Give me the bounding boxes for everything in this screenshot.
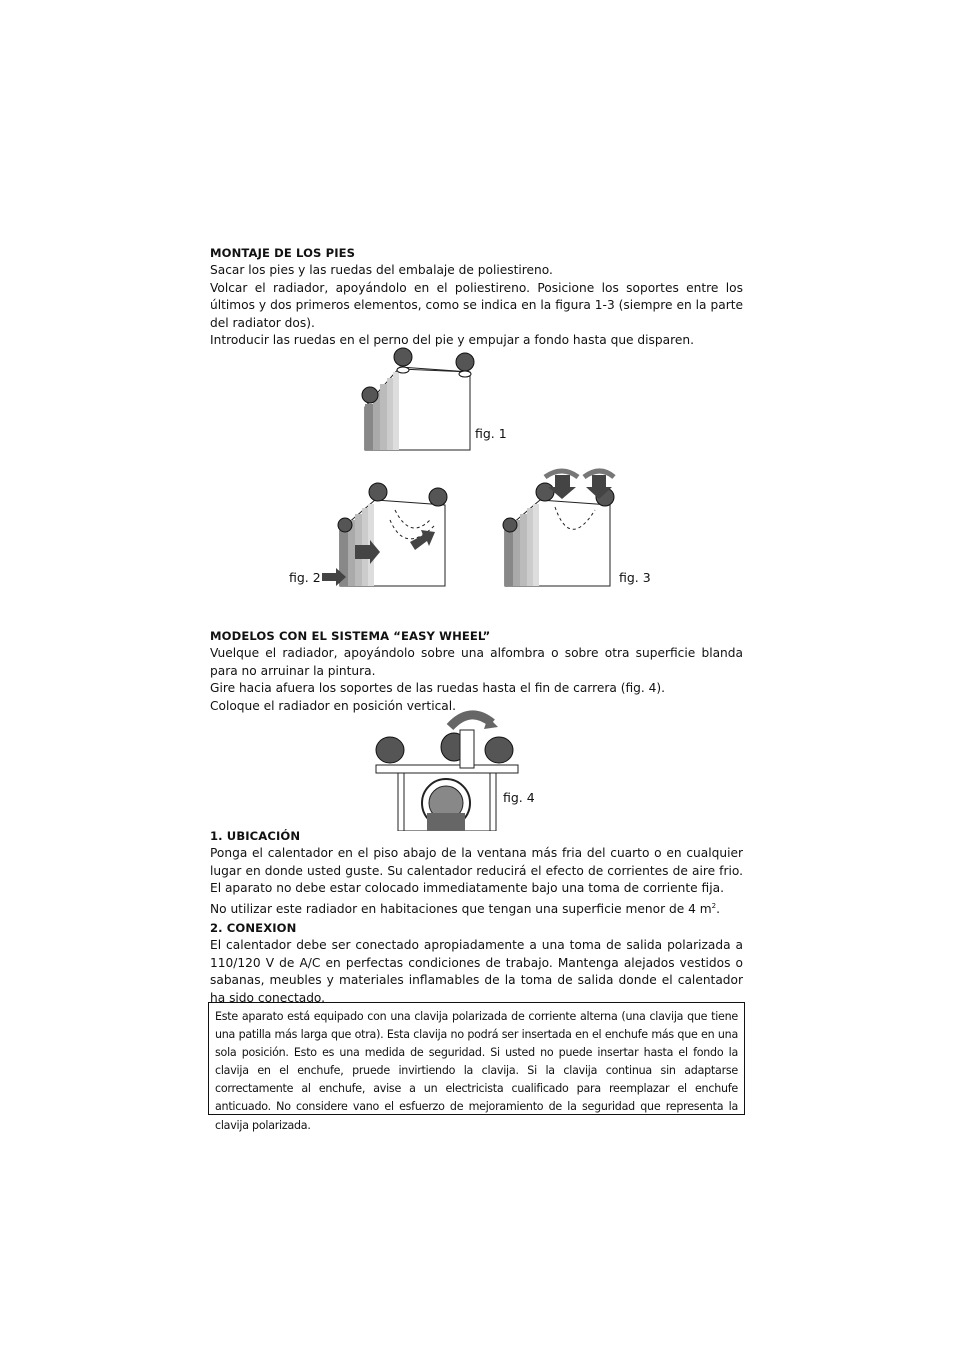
superscript: 2 xyxy=(711,901,717,910)
figure-4-label: fig. 4 xyxy=(503,790,535,805)
section-feet-assembly xyxy=(210,245,743,349)
figure-2-label: fig. 2 xyxy=(289,570,321,585)
arrow-right-icon xyxy=(322,568,346,586)
paragraph: Ponga el calentador en el piso abajo de la ventana más fria del cuarto o en cualquier lugar en donde usted guste. Su calentador reducirá el efecto de corrientes de aire frio. El aparato no debe estar colocado immediatamente bajo una toma de corriente fija. xyxy=(210,846,743,896)
paragraph: Vuelque el radiador, apoyándolo sobre una alfombra o sobre otra superficie blanda para no arruinar la pintura. xyxy=(210,646,743,678)
section-title: 2. CONEXION xyxy=(210,921,297,935)
period: . xyxy=(716,901,720,916)
section-easy-wheel xyxy=(210,628,743,715)
polarized-plug-notice: Este aparato está equipado con una clavija polarizada de corriente alterna (una clavija que tiene una patilla más larga que otra). Esta clavija no podrá ser insertada en el enchufe más que en una sola posición. Esto es una medida de seguridad. Si usted no puede insertar hasta el fondo la clavija en el enchufe, pruede invirtiendo la clavija. Si la clavija continua sin adaptarse correctamente al enchufe, avise a un electricista cualificado para reemplazar el enchufe anticuado. No considere vano el esfuerzo de mejoramiento de la seguridad que representa la clavija polarizada. xyxy=(208,1002,745,1115)
paragraph xyxy=(210,898,743,918)
paragraph: Volcar el radiador, apoyándolo en el poliestireno. Posicione los soportes entre los últimos y dos primeros elementos, como se indica en la figura 1-3 (siempre en la parte del radiator dos). xyxy=(210,280,743,330)
paragraph: Gire hacia afuera los soportes de las ruedas hasta el fin de carrera (fig. 4). xyxy=(210,681,665,696)
figure-3-illustration xyxy=(500,465,618,588)
figure-2-illustration xyxy=(335,480,455,588)
area-text: No utilizar este radiador en habitaciones que tengan una superficie menor de 4 m xyxy=(210,901,712,916)
paragraph: Coloque el radiador en posición vertical. xyxy=(210,698,457,713)
section-connection xyxy=(210,920,743,1007)
figure-3-label: fig. 3 xyxy=(619,570,651,585)
section-title: MONTAJE DE LOS PIES xyxy=(210,246,356,260)
figure-1-label: fig. 1 xyxy=(475,426,507,441)
paragraph: Sacar los pies y las ruedas del embalaje de poliestireno. xyxy=(210,263,553,278)
paragraph: Introducir las ruedas en el perno del pie y empujar a fondo hasta que disparen. xyxy=(210,333,694,348)
section-title: 1. UBICACIÓN xyxy=(210,829,301,843)
section-title: MODELOS CON EL SISTEMA “EASY WHEEL” xyxy=(210,629,491,643)
paragraph: El calentador debe ser conectado apropiadamente a una toma de salida polarizada a 110/120 V de A/C en perfectas condiciones de trabajo. Mantenga alejados vestidos o sabanas, meubles y materiales inflamables de la toma de salida donde el calentador ha sido conectado. xyxy=(210,938,743,1005)
section-location xyxy=(210,828,743,918)
figure-1-illustration xyxy=(355,342,485,452)
figure-4-illustration xyxy=(372,705,522,831)
